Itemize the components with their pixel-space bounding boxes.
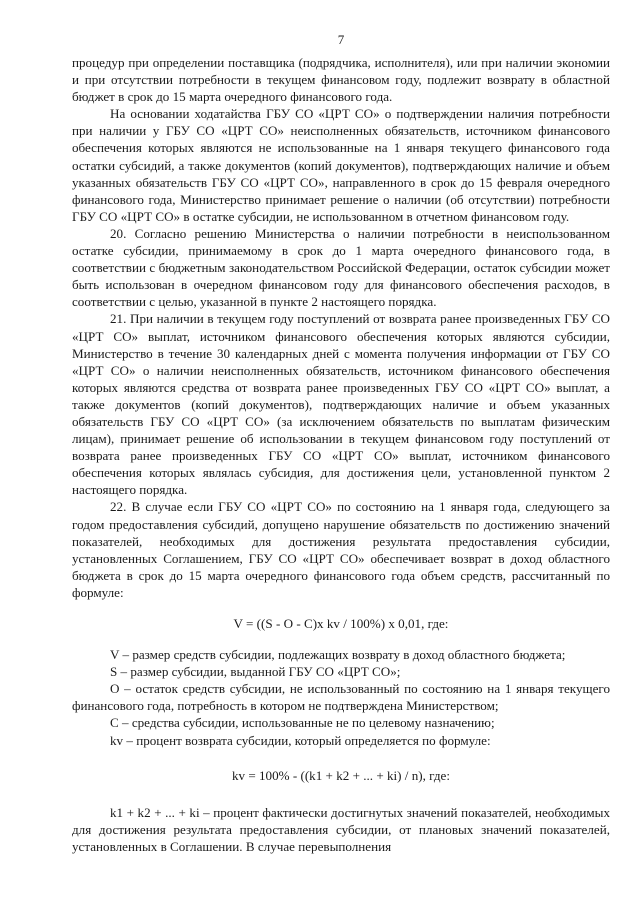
definition-kv: kv – процент возврата субсидии, который определяется по формуле: (110, 732, 491, 748)
formula-kv: kv = 100% - ((k1 + k2 + ... + ki) / n), где: (231, 767, 451, 783)
paragraph-20: 20. Согласно решению Министерства о наличии потребности в неиспользованном остатке субсидии, принимаемому в срок до 1 марта очередного финансового года, в соответствии с бюджетным законодательством Российской Федерации, остаток субсидии может быть использован в очередном финансовом году для финансового обеспечения расходов, в соответствии с целью, указанной в пункте 2 настоящего порядка. (72, 225, 610, 310)
definition-c: С – средства субсидии, использованные не по целевому назначению; (110, 715, 495, 731)
paragraph-continuation: процедур при определении поставщика (подрядчика, исполнителя), или при наличии экономии и при отсутствии потребности в текущем финансовом году, подлежит возврату в областной бюджет в срок до 15 марта очередного финансового года. (72, 55, 610, 105)
page-number: 7 (337, 32, 345, 47)
paragraph-21: 21. При наличии в текущем году поступлений от возврата ранее произведенных ГБУ СО «ЦРТ СО» выплат, источником финансового обеспечения которых являются субсидии, Министерство в течение 30 календарных дней с момента получения информации от ГБУ СО «ЦРТ СО» о наличии неисполненных обязательств, источником финансового обеспечения которых являются средства от возврата ранее произведенных ГБУ СО «ЦРТ СО» выплат, а также документов (копий документов), подтверждающих наличие и объем указанных обязательств ГБУ СО «ЦРТ СО» (за исключением обязательств по выплатам физическим лицам), принимает решение об использовании в текущем финансовом году поступлений от возврата ранее произведенных ГБУ СО «ЦРТ СО» выплат, источником финансового обеспечения которых являлась субсидия, для достижения цели, установленной пунктом 2 настоящего порядка. (72, 311, 610, 498)
definition-o: О – остаток средств субсидии, не использованный по состоянию на 1 января текущего финансового года, потребность в котором не подтверждена Министерством; (72, 681, 610, 714)
paragraph-22: 22. В случае если ГБУ СО «ЦРТ СО» по состоянию на 1 января года, следующего за годом предоставления субсидий, допущено нарушение обязательств по достижению значений показателей, необходимых для достижения результата предоставления субсидии, установленных Соглашением, ГБУ СО «ЦРТ СО» обеспечивает возврат в доход областного бюджета в срок до 15 марта очередного финансового года объем средств, рассчитанный по формуле: (72, 499, 610, 600)
definition-v: V – размер средств субсидии, подлежащих возврату в доход областного бюджета; (110, 647, 566, 663)
definition-s: S – размер субсидии, выданной ГБУ СО «ЦРТ СО»; (110, 664, 401, 680)
paragraph-k-definition: k1 + k2 + ... + ki – процент фактически достигнутых значений показателей, необходимых для достижения результата предоставления субсидии, от плановых значений показателей, установленных в Соглашении. В случае перевыполнения (72, 804, 610, 854)
formula-v: V = ((S - O - C)x kv / 100%) x 0,01, где: (233, 616, 449, 631)
paragraph-application: На основании ходатайства ГБУ СО «ЦРТ СО» о подтверждении наличия потребности при наличии у ГБУ СО «ЦРТ СО» неисполненных обязательств, источником финансового обеспечения которых являются не использованные на 1 января текущего финансового года остатки субсидий, а также документов (копий документов), подтверждающих наличие и объем указанных обязательств ГБУ СО «ЦРТ СО», направленного в срок до 15 февраля очередного финансового года, Министерство принимает решение о наличии (об отсутствии) потребности ГБУ СО «ЦРТ СО» в остатке субсидии, не использованном в отчетном финансовом году. (72, 106, 610, 224)
